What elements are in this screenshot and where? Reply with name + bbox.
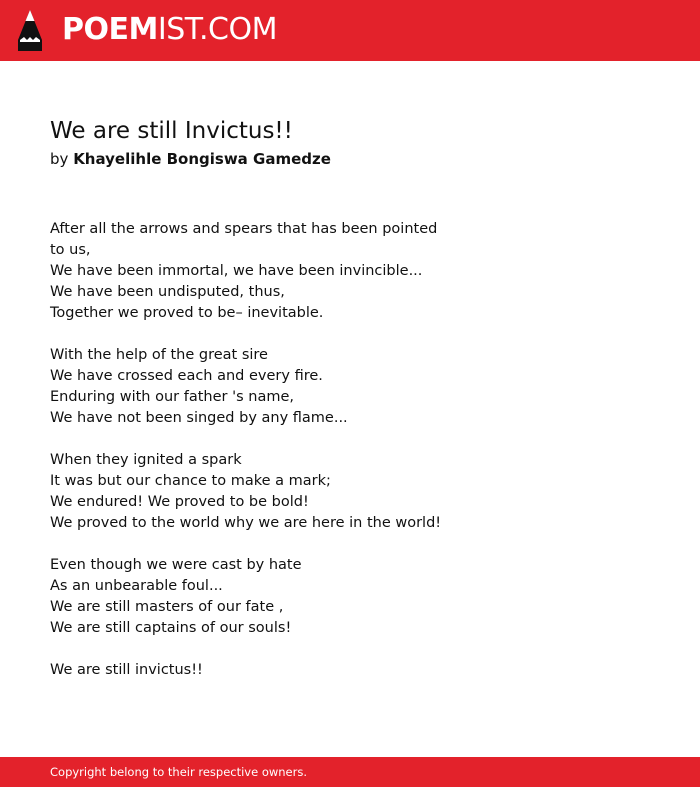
poem-line: Even though we were cast by hate xyxy=(50,557,302,573)
site-footer xyxy=(0,757,700,787)
poem-line: Together we proved to be– inevitable. xyxy=(50,305,324,321)
poem-title: We are still Invictus!! xyxy=(50,118,293,144)
poem-line: We have been undisputed, thus, xyxy=(50,284,285,300)
pencil-tip-icon[interactable] xyxy=(18,10,42,51)
poem-line: We are still masters of our fate , xyxy=(50,599,284,615)
byline xyxy=(50,148,331,170)
poem-line: It was but our chance to make a mark; xyxy=(50,473,331,489)
copyright-notice: Copyright belong to their respective owners. xyxy=(50,765,308,779)
site-header xyxy=(0,0,700,61)
stanza xyxy=(50,555,450,639)
poem-line: With the help of the great sire xyxy=(50,347,268,363)
logo-text-light: IST.COM xyxy=(157,12,277,47)
poem-line: to us, xyxy=(50,242,91,258)
poem-line: Enduring with our father 's name, xyxy=(50,389,294,405)
site-logo[interactable] xyxy=(62,12,277,48)
poem-line: We have crossed each and every fire. xyxy=(50,368,323,384)
poem-line: We proved to the world why we are here in the world! xyxy=(50,515,442,531)
by-label: by xyxy=(50,150,69,168)
author-name: Khayelihle Bongiswa Gamedze xyxy=(73,150,331,168)
poem-body xyxy=(50,219,450,702)
stanza xyxy=(50,345,450,429)
poem-line: We endured! We proved to be bold! xyxy=(50,494,309,510)
poem-line: We are still invictus!! xyxy=(50,662,203,678)
logo-text-bold: POEM xyxy=(62,12,158,47)
poem-line: We have been immortal, we have been invincible... xyxy=(50,263,423,279)
stanza xyxy=(50,660,450,681)
stanza xyxy=(50,450,450,534)
poem-line: As an unbearable foul... xyxy=(50,578,223,594)
poem-line: When they ignited a spark xyxy=(50,452,242,468)
poem-line: After all the arrows and spears that has been pointed xyxy=(50,221,438,237)
poem-line: We have not been singed by any flame... xyxy=(50,410,348,426)
stanza xyxy=(50,219,450,324)
poem-line: We are still captains of our souls! xyxy=(50,620,292,636)
